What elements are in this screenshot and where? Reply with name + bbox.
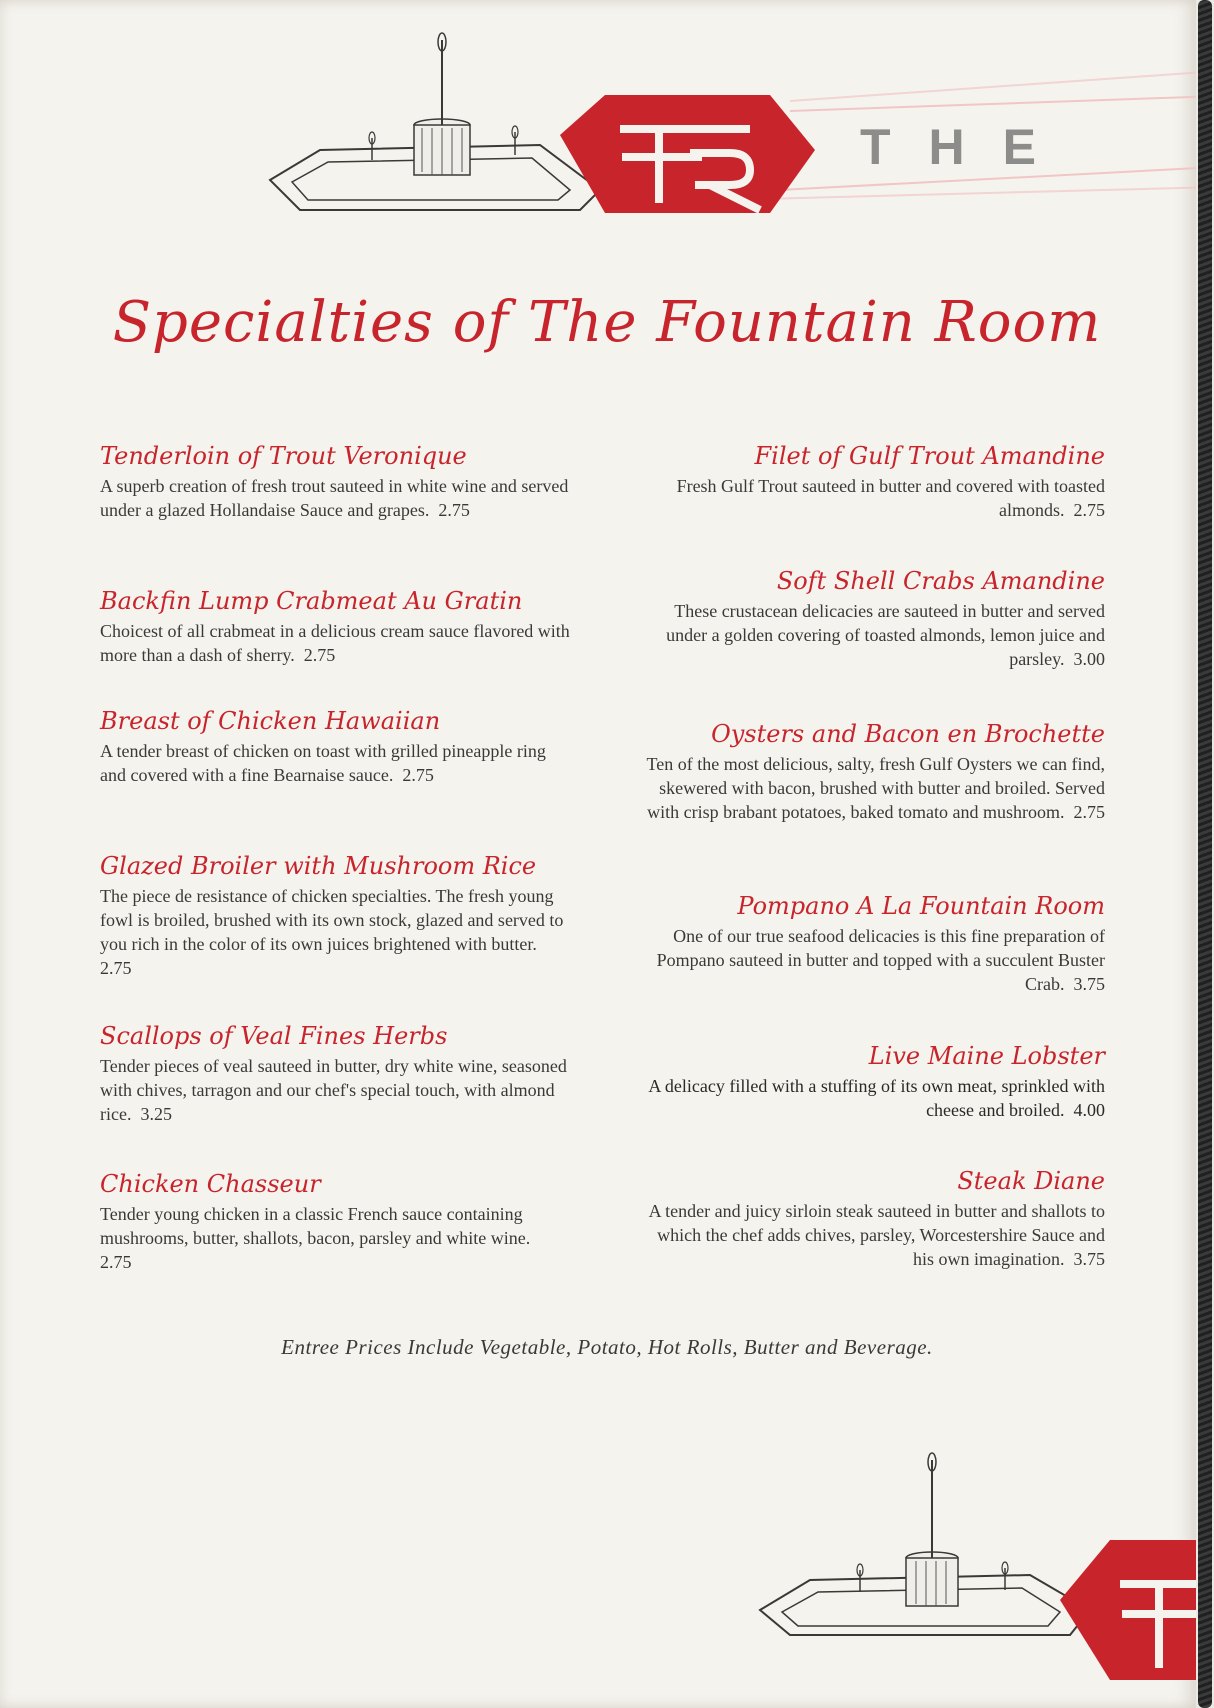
item-description: These crustacean delicacies are sauteed in butter and served under a golden covering of toasted almonds, lemon juice and parsley. 3.00 — [666, 601, 1105, 669]
menu-item — [100, 850, 570, 980]
menu-item — [640, 565, 1105, 671]
brand-the-word: THE — [860, 119, 1074, 175]
item-price: 4.00 — [1073, 1100, 1105, 1120]
item-name: Oysters and Bacon en Brochette — [711, 720, 1105, 748]
item-name: Breast of Chicken Hawaiian — [100, 707, 441, 735]
item-price: 2.75 — [100, 1252, 132, 1272]
item-name: Tenderloin of Trout Veronique — [100, 442, 467, 470]
item-name: Steak Diane — [957, 1167, 1105, 1195]
fr-monogram-logo — [560, 95, 815, 215]
item-description: Fresh Gulf Trout sauteed in butter and covered with toasted almonds. 2.75 — [676, 476, 1105, 520]
header-stripe — [790, 95, 1196, 112]
item-description: The piece de resistance of chicken specialties. The fresh young fowl is broiled, brushed with its own stock, glazed and served to you rich in the color of its own juices brightened with butter. 2.75 — [100, 886, 564, 978]
menu-item — [100, 440, 570, 522]
fountain-illustration-bottom — [760, 1440, 1090, 1640]
item-name: Backfin Lump Crabmeat Au Gratin — [100, 587, 523, 615]
page-title: Specialties of The Fountain Room — [112, 290, 1102, 355]
menu-item — [640, 1040, 1105, 1122]
binding-cord — [1198, 0, 1212, 1708]
item-price: 2.75 — [100, 958, 132, 978]
menu-item — [640, 718, 1105, 824]
menu-item — [640, 890, 1105, 996]
menu-item — [100, 1168, 570, 1274]
item-price: 2.75 — [438, 500, 470, 520]
fr-monogram-logo-bottom — [1060, 1530, 1196, 1680]
item-description: A delicacy filled with a stuffing of its own meat, sprinkled with cheese and broiled. 4.00 — [648, 1076, 1105, 1120]
item-description: One of our true seafood delicacies is this fine preparation of Pompano sauteed in butter and topped with a succulent Buster Crab. 3.75 — [656, 926, 1105, 994]
item-description: Ten of the most delicious, salty, fresh Gulf Oysters we can find, skewered with bacon, brushed with butter and broiled. Served with crisp brabant potatoes, baked tomato and mushroom. 2.75 — [646, 754, 1105, 822]
menu-item — [100, 1020, 570, 1126]
menu-item — [100, 705, 570, 787]
item-price: 3.00 — [1073, 649, 1105, 669]
item-description: Choicest of all crabmeat in a delicious cream sauce flavored with more than a dash of sherry. 2.75 — [100, 621, 570, 665]
item-name: Scallops of Veal Fines Herbs — [100, 1022, 448, 1050]
item-name: Soft Shell Crabs Amandine — [776, 567, 1105, 595]
item-price: 3.75 — [1073, 974, 1105, 994]
item-price: 2.75 — [1073, 802, 1105, 822]
item-price: 2.75 — [402, 765, 434, 785]
item-name: Chicken Chasseur — [100, 1170, 321, 1198]
menu-item — [100, 585, 570, 667]
item-name: Live Maine Lobster — [868, 1042, 1105, 1070]
item-name: Pompano A La Fountain Room — [737, 892, 1105, 920]
item-name: Filet of Gulf Trout Amandine — [754, 442, 1105, 470]
item-description: Tender young chicken in a classic French sauce containing mushrooms, butter, shallots, bacon, parsley and white wine. 2.75 — [100, 1204, 531, 1272]
item-description: Tender pieces of veal sauteed in butter, dry white wine, seasoned with chives, tarragon and our chef's special touch, with almond rice. 3.25 — [100, 1056, 567, 1124]
item-price: 2.75 — [1073, 500, 1105, 520]
item-price: 3.25 — [140, 1104, 172, 1124]
item-price: 2.75 — [303, 645, 336, 665]
menu-item — [640, 1165, 1105, 1271]
item-description: A tender and juicy sirloin steak sauteed in butter and shallots to which the chef adds chives, parsley, Worcestershire Sauce and his own imagination. 3.75 — [648, 1201, 1105, 1269]
footer-note: Entree Prices Include Vegetable, Potato, Hot Rolls, Butter and Beverage. — [281, 1335, 933, 1359]
item-description: A tender breast of chicken on toast with grilled pineapple ring and covered with a fine Bearnaise sauce. 2.75 — [100, 741, 546, 785]
fountain-illustration — [270, 30, 600, 220]
item-description: A superb creation of fresh trout sauteed in white wine and served under a glazed Hollandaise Sauce and grapes. 2.75 — [100, 476, 569, 520]
item-price: 3.75 — [1073, 1249, 1105, 1269]
item-name: Glazed Broiler with Mushroom Rice — [100, 852, 537, 880]
menu-item — [640, 440, 1105, 522]
